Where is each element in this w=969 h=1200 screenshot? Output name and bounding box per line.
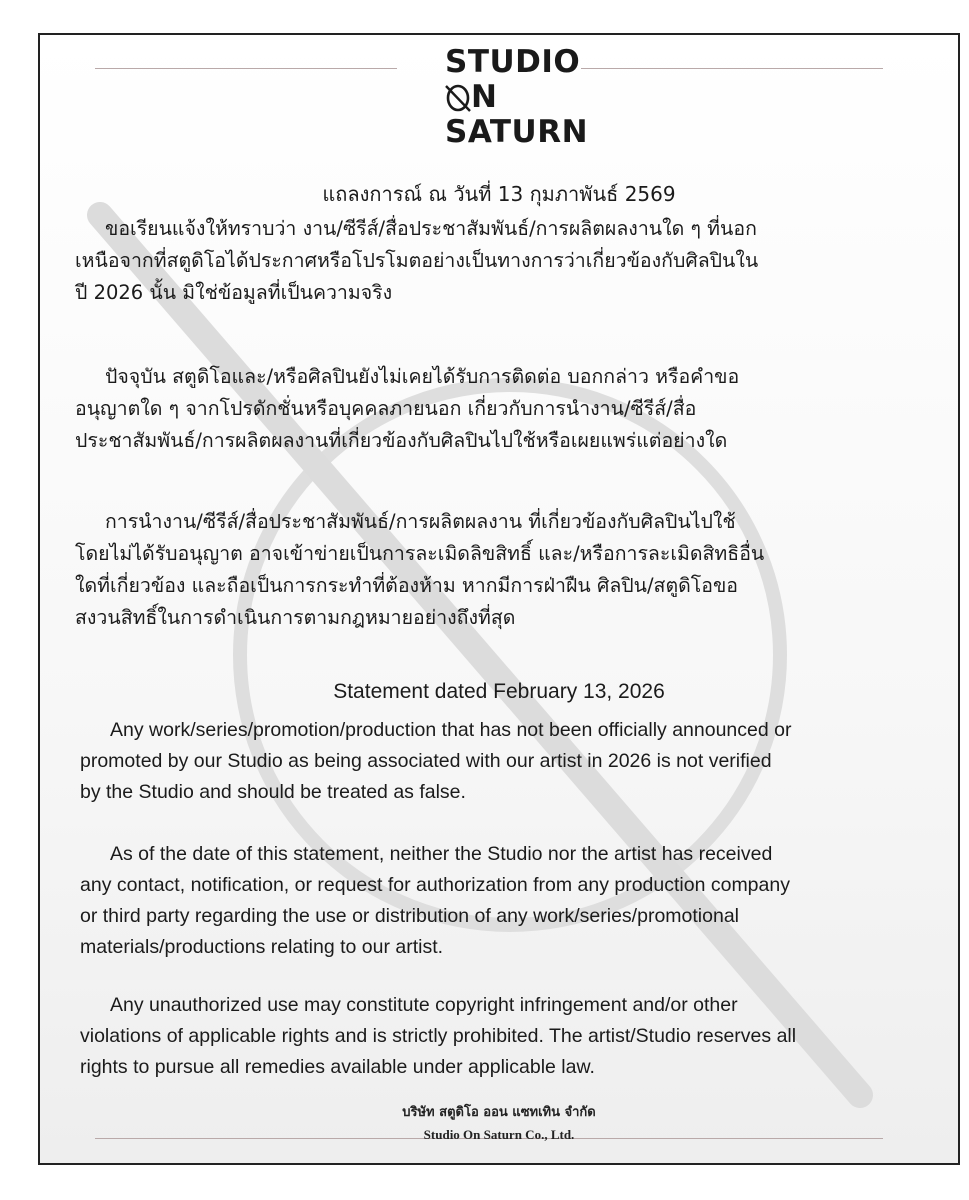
statement-card [38,33,960,1165]
english-statement-title: Statement dated February 13, 2026 [333,680,665,703]
logo-letter-n: N [471,79,498,115]
header-rule-right [581,68,883,69]
header-rule-left [95,68,397,69]
thai-paragraph-1: ขอเรียนแจ้งให้ทราบว่า งาน/ซีรีส์/สื่อประชาสัมพันธ์/การผลิตผลงานใด ๆ ที่นอก เหนือจากที่สตูดิโอได้ประกาศหรือโปรโมตอย่างเป็นทางการว่าเกี่ยวข้องกับศิลปินใน ปี 2026 นั้น มิใช่ข้อมูลที่เป็นความจริง [75,217,759,304]
company-name-thai: บริษัท สตูดิโอ ออน แซทเทิน จำกัด [402,1105,596,1120]
thai-paragraph-2: ปัจจุบัน สตูดิโอและ/หรือศิลปินยังไม่เคยได้รับการติดต่อ บอกกล่าว หรือคำขอ อนุญาตใด ๆ จากโปรดักชั่นหรือบุคคลภายนอก เกี่ยวกับการนำงาน/ซีรีส์/สื่อ ประชาสัมพันธ์/การผลิตผลงานที่เกี่ยวข้องกับศิลปินไปใช้หรือเผยแพร่แต่อย่างใด [75,365,740,452]
thai-statement-title: แถลงการณ์ ณ วันที่ 13 กุมภาพันธ์ 2569 [322,182,676,206]
company-name-english: Studio On Saturn Co., Ltd. [423,1127,575,1142]
english-paragraph-2: As of the date of this statement, neither the Studio nor the artist has received any contact, notification, or request for authorization from any production company or third party regarding the use or distribution of any work/series/promotional materials/productions relating to our artist. [80,843,790,958]
thai-paragraph-3: การนำงาน/ซีรีส์/สื่อประชาสัมพันธ์/การผลิตผลงาน ที่เกี่ยวข้องกับศิลปินไปใช้ โดยไม่ได้รับอนุญาต อาจเข้าข่ายเป็นการละเมิดลิขสิทธิ์ และ/หรือการละเมิดสิทธิอื่น ใดที่เกี่ยวข้อง และถือเป็นการกระทำที่ต้องห้าม หากมีการฝ่าฝืน ศิลปิน/สตูดิโอขอ สงวนสิทธิ์ในการดำเนินการตามกฎหมายอย่างถึงที่สุด [75,510,765,629]
logo-line-on [445,80,585,115]
english-paragraph-3: Any unauthorized use may constitute copyright infringement and/or other violations of applicable rights and is strictly prohibited. The artist/Studio reserves all rights to pursue all remedies available under applicable law. [80,994,797,1078]
english-paragraph-1: Any work/series/promotion/production that has not been officially announced or promoted by our Studio as being associated with our artist in 2026 is not verified by the Studio and should be treated as false. [80,719,792,803]
logo-line-studio: STUDIO [445,44,581,80]
saturn-o-icon [445,83,471,113]
studio-logo [445,44,589,150]
logo-line-saturn: SATURN [445,114,589,150]
